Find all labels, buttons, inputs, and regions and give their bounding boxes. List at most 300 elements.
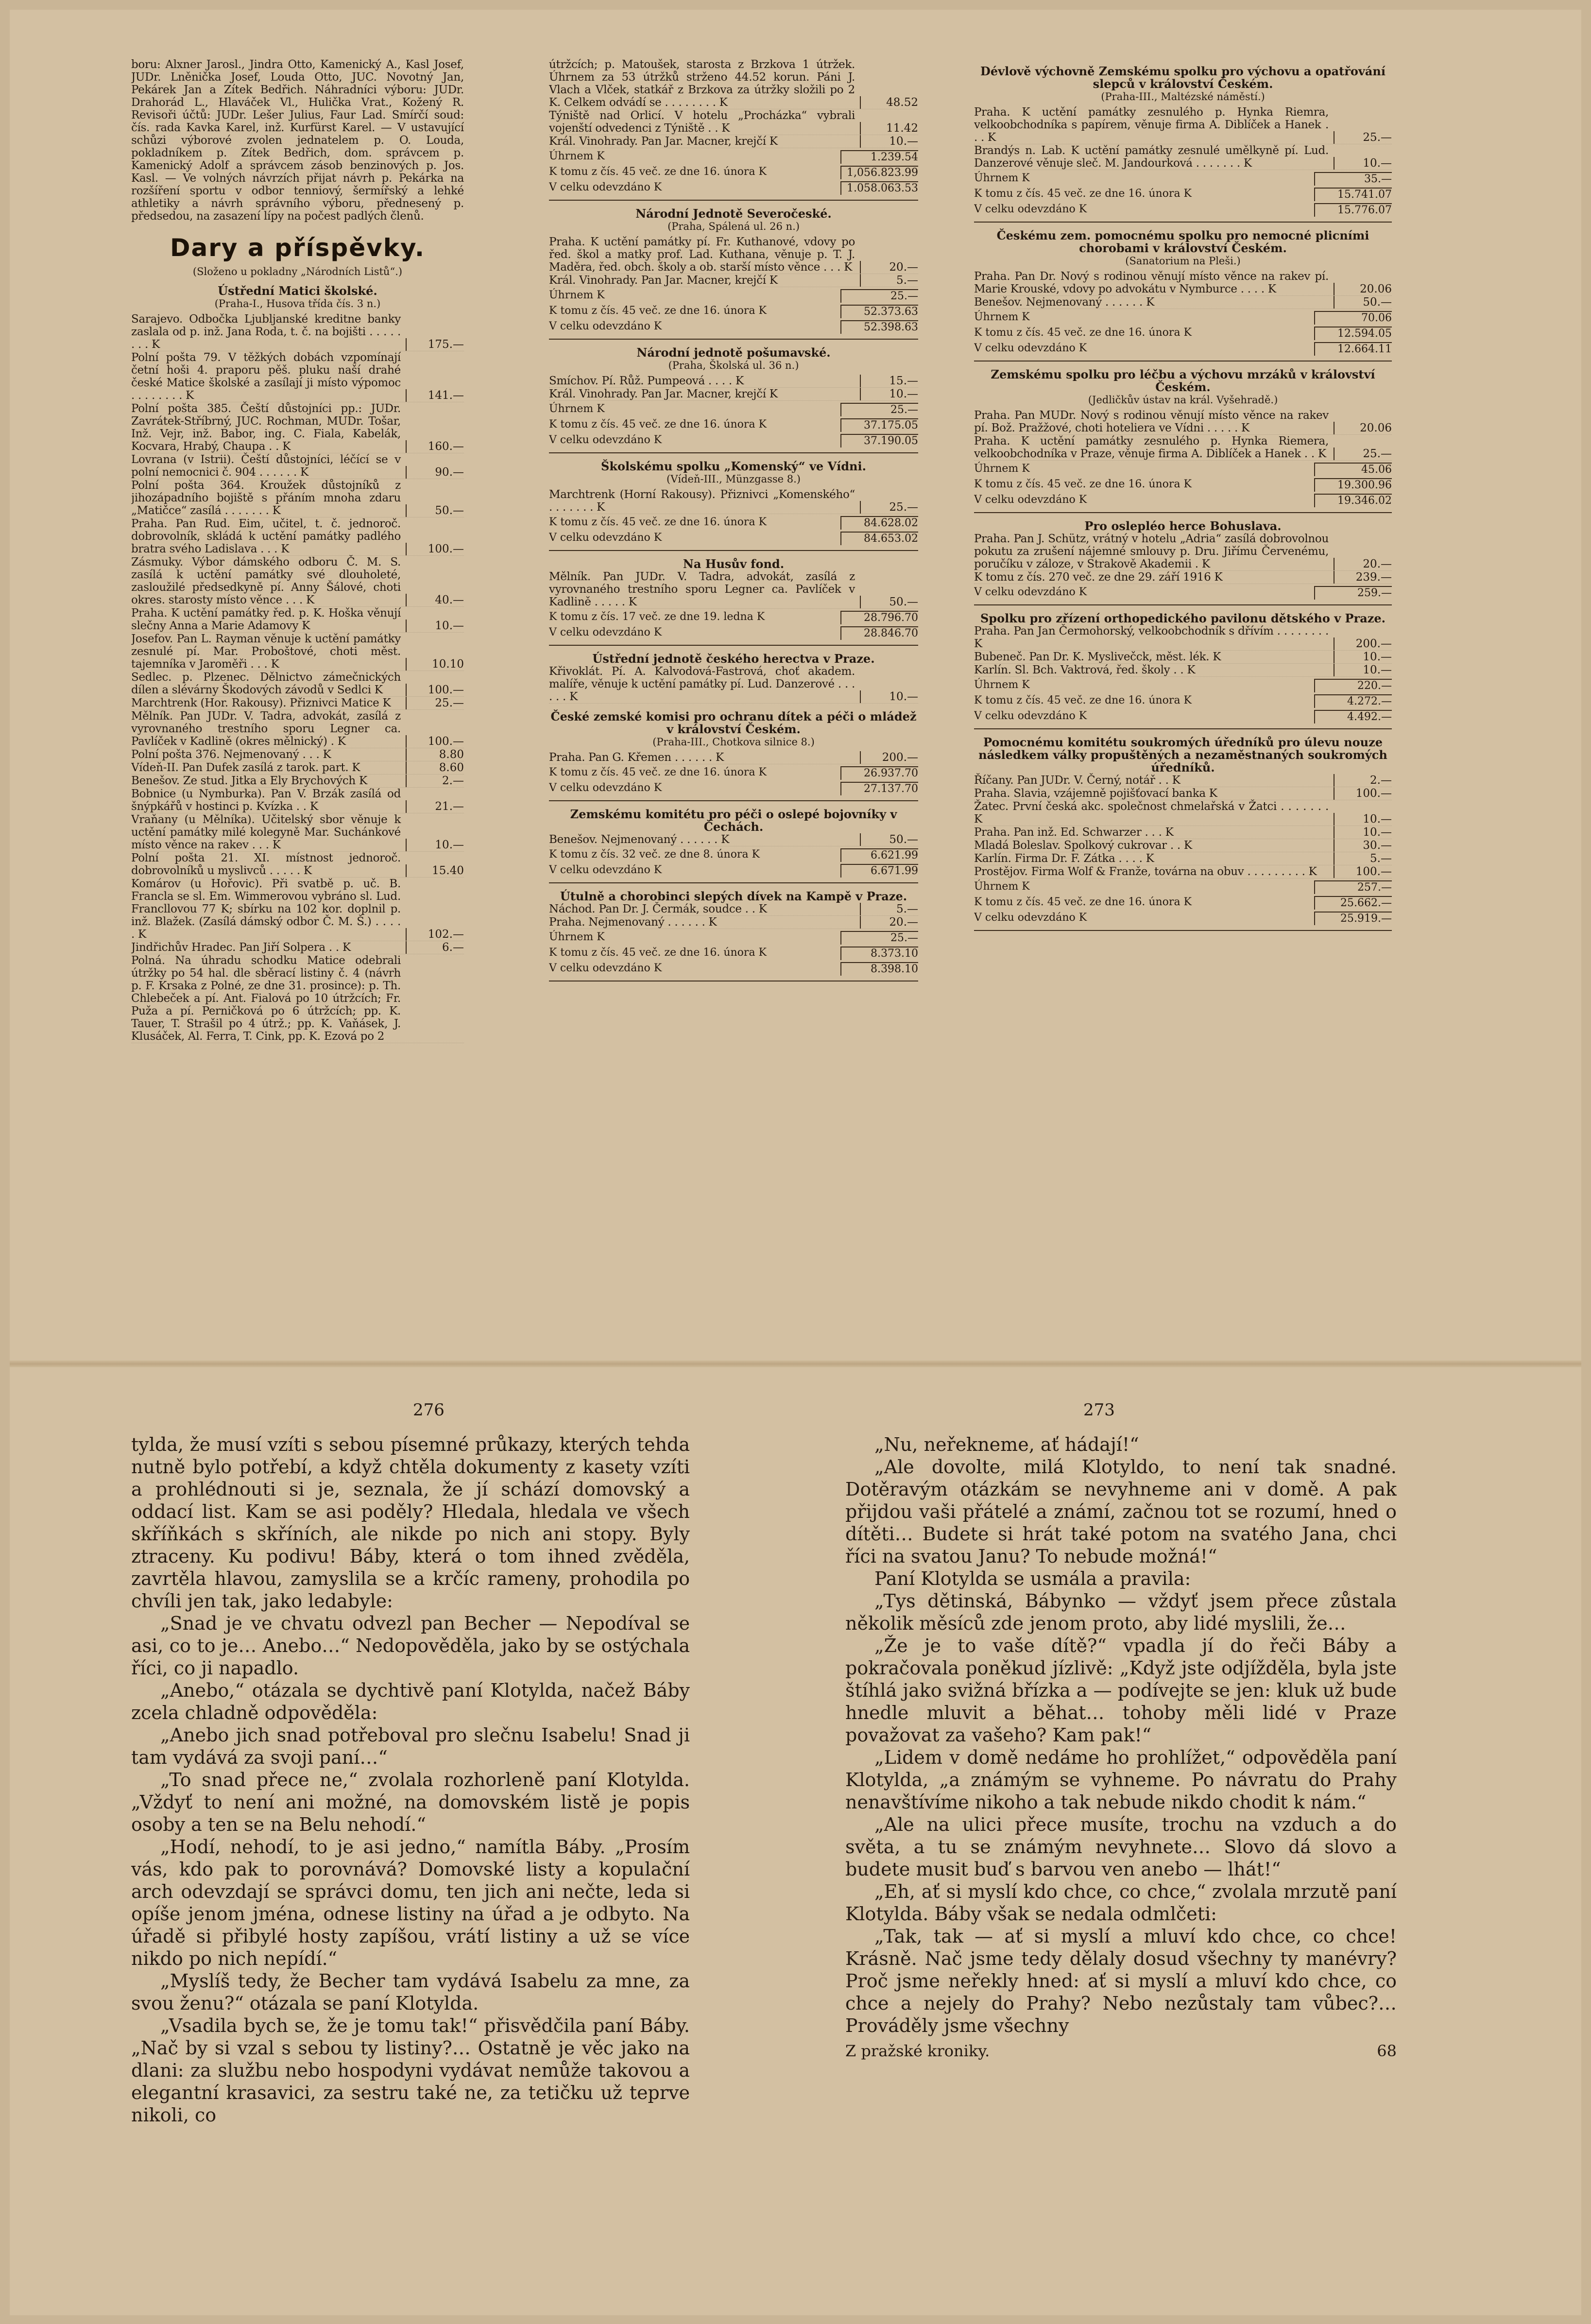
section-rule xyxy=(974,512,1392,513)
total-amount: 1.058.063.53 xyxy=(840,181,918,195)
donation-text: Polní pošta 364. Kroužek důstojníků z jihozápadního bojiště s přáním mnoha zdaru „Matičce“ zasílá . . . . . . . K xyxy=(131,479,401,517)
donation-amount: 200.— xyxy=(860,751,918,764)
total-row xyxy=(549,418,918,432)
donation-list xyxy=(974,65,1392,931)
total-row xyxy=(549,782,918,795)
donation-entry xyxy=(131,748,464,761)
donation-entry xyxy=(549,751,918,764)
donation-text: Mladá Boleslav. Spolkový cukrovar . . K xyxy=(974,839,1192,852)
donation-entry xyxy=(974,571,1392,584)
novel-paragraph: „Tys dětinská, Bábynko — vždyť jsem přece zůstala několik měsíců zde jenom proto, aby lidé myslili, že… xyxy=(845,1590,1397,1634)
donation-text: Týniště nad Orlicí. V hotelu „Procházka“ vybrali vojenští odvedenci z Týniště . . K xyxy=(549,109,855,135)
donation-text: Benešov. Ze stud. Jitka a Ely Brychových K xyxy=(131,775,367,787)
donation-entry xyxy=(131,313,464,351)
donation-amount: 10.— xyxy=(1334,826,1392,839)
section-address: (Praha, Spálená ul. 26 n.) xyxy=(667,221,800,232)
total-label: Úhrnem K xyxy=(974,880,1030,893)
donation-entry xyxy=(131,402,464,453)
total-label: V celku odevzdáno K xyxy=(974,912,1087,924)
donation-text: Bobnice (u Nymburka). Pan V. Brzák zasílá od šnýpkářů v hostinci p. Kvízka . . K xyxy=(131,788,401,813)
total-row xyxy=(549,166,918,179)
section-heading: Ústřední jednotě českého herectva v Praze. xyxy=(592,652,875,666)
donation-amount: 5.— xyxy=(1334,852,1392,865)
total-row xyxy=(974,679,1392,692)
total-amount: 25.— xyxy=(840,403,918,416)
total-amount: 6.671.99 xyxy=(840,864,918,878)
section-heading: Ústřední Matici školské. xyxy=(218,284,377,298)
total-row xyxy=(974,710,1392,723)
total-row xyxy=(974,327,1392,340)
donation-entry xyxy=(131,941,464,954)
total-amount: 12.664.11 xyxy=(1314,342,1392,356)
donation-entry xyxy=(549,570,918,609)
section-address: (Praha-I., Husova třída čís. 3 n.) xyxy=(214,298,381,310)
donation-text: Polní pošta 376. Nejmenovaný . . . K xyxy=(131,748,331,761)
donation-amount: 25.— xyxy=(860,501,918,514)
donations-title: Dary a příspěvky. xyxy=(170,234,425,262)
total-amount: 1.239.54 xyxy=(840,150,918,164)
donation-entry xyxy=(974,787,1392,800)
section-rule xyxy=(549,882,918,883)
total-amount: 70.06 xyxy=(1314,311,1392,325)
donation-text: Praha. K uctění památky pí. Fr. Kuthanové, vdovy po řed. škol a matky prof. Lad. Kuthana, věnuje p. T. J. Maděra, řed. obch. školy a ob. starší místo věnce . . . K xyxy=(549,236,855,274)
total-row xyxy=(974,203,1392,217)
total-label: K tomu z čís. 45 več. ze dne 16. února K xyxy=(974,896,1192,908)
total-amount: 52.373.63 xyxy=(840,305,918,318)
donation-amount: 20.06 xyxy=(1334,422,1392,434)
novel-paragraph: „Myslíš tedy, že Becher tam vydává Isabelu za mne, za svou ženu?“ otázala se paní Klotylda. xyxy=(131,1970,690,2014)
donation-entry xyxy=(549,833,918,846)
donation-text: Karlín. Sl. Bch. Vaktrová, řed. školy . . K xyxy=(974,664,1196,676)
donation-amount: 30.— xyxy=(1334,839,1392,852)
novel-paragraph: „Tak, tak — ať si myslí a mluví kdo chce, co chce! Krásně. Nač jsme tedy dělaly dosud všechny ty manévry? Proč jsme neřekly hned: ať si myslí a mluví kdo chce, co chce a nejely do Prahy? Nebo nezůstaly tam vůbec?… Prováděly jsme všechny xyxy=(845,1926,1397,2036)
donation-text: Křivoklát. Pí. A. Kalvodová-Fastrová, choť akadem. malíře, věnuje k uctění památky pí. Lud. Danzerové . . . . . . K xyxy=(549,665,855,703)
donation-text: Praha. Pan inž. Ed. Schwarzer . . . K xyxy=(974,826,1174,839)
donation-entry xyxy=(974,144,1392,170)
section-rule xyxy=(549,645,918,646)
donation-entry xyxy=(974,826,1392,839)
donation-text: Marchtrenk (Hor. Rakousy). Přiznivci Matice K xyxy=(131,697,391,709)
donation-entry xyxy=(549,903,918,916)
total-label: V celku odevzdáno K xyxy=(549,434,662,446)
donation-text: Marchtrenk (Horní Rakousy). Přiznivci „Komenského“ . . . . . . . K xyxy=(549,488,855,514)
section-rule xyxy=(974,930,1392,931)
section-rule xyxy=(549,800,918,801)
donation-text: K tomu z čís. 270 več. ze dne 29. září 1916 K xyxy=(974,571,1223,584)
total-label: V celku odevzdáno K xyxy=(974,494,1087,506)
donation-text: útržcích; p. Matoušek, starosta z Brzkova 1 útržek. Úhrnem za 53 útržků strženo 44.52 korun. Páni J. Vlach a Vlček, statkář z Brzkova za útržky složili po 2 K. Celkem odvádí se . . . . . . . . K xyxy=(549,58,855,109)
total-amount: 220.— xyxy=(1314,679,1392,692)
total-row xyxy=(549,532,918,545)
donation-entry xyxy=(131,351,464,402)
total-label: Úhrnem K xyxy=(974,463,1030,475)
section-rule xyxy=(974,222,1392,223)
donation-entry xyxy=(974,852,1392,865)
total-label: K tomu z čís. 45 več. ze dne 16. února K xyxy=(974,327,1192,339)
total-amount: 26.937.70 xyxy=(840,766,918,780)
total-amount: 25.662.— xyxy=(1314,896,1392,910)
total-row xyxy=(974,896,1392,910)
total-row xyxy=(549,766,918,780)
donation-amount: 5.— xyxy=(860,274,918,287)
total-label: Úhrnem K xyxy=(549,931,605,943)
total-label: V celku odevzdáno K xyxy=(974,710,1087,722)
total-label: V celku odevzdáno K xyxy=(974,586,1087,598)
total-label: V celku odevzdáno K xyxy=(549,532,662,544)
page-number-left: 276 xyxy=(413,1400,445,1420)
novel-paragraph: „Anebo jich snad potřeboval pro slečnu Isabelu! Snad ji tam vydává za svoji paní…“ xyxy=(131,1724,690,1768)
donation-text: Komárov (u Hořovic). Při svatbě p. uč. B. Francla se sl. Em. Wimmerovou vybráno sl. Lud. Francllovou 77 K; sbírku na 102 kor. doplnil p. inž. Blažek. (Zasílá dámský odbor Č. M. Š.) . . . . . K xyxy=(131,878,401,941)
donations-column-left xyxy=(131,58,464,1283)
donation-amount: 48.52 xyxy=(860,96,918,109)
total-row xyxy=(549,403,918,416)
donation-amount: 200.— xyxy=(1334,637,1392,650)
donation-amount: 141.— xyxy=(406,389,464,402)
total-label: K tomu z čís. 45 več. ze dne 16. února K xyxy=(549,516,767,528)
meeting-report-text: boru: Alxner Jarosl., Jindra Otto, Kamenický A., Kasl Josef, JUDr. Lněnička Josef, Louda Otto, JUC. Novotný Jan, Pekárek Jan a Zítek Bedřich. Náhradníci výboru: JUDr. Drahorád L., Hlaváček Vl., Hulička Vrat., Kožený R. Revisoři účtů: JUDr. Lešer Julius, Faur Lad. Smírčí soud: čís. rada Kavka Karel, inž. Kurfürst Karel. — V ustavující schůzi výborové zvolen jednatelem p. O. Louda, pokladníkem p. Zítek Bedřich, dom. správcem p. Kamenický Adolf a správcem zásob benzinových p. Jos. Kasl. — Ve volných návrzích přijat návrh p. Pekárka na rozšíření sportu v odbor tenniový, šermířský a lehké athletiky a návrh správního výboru, přednesený p. předsedou, na zasazení lípy na počest padlých členů. xyxy=(131,58,464,223)
donation-text: Josefov. Pan L. Rayman věnuje k uctění památky zesnulé pí. Mar. Proboštové, choti měst. tajemníka v Jaroměři . . . K xyxy=(131,633,401,671)
donation-text: Mělník. Pan JUDr. V. Tadra, advokát, zasílá z vyrovnaného trestního sporu Legner ca. Pavlíček v Kadlině (okres mělnický) . K xyxy=(131,710,401,748)
donation-entry xyxy=(974,625,1392,651)
donations-column-right xyxy=(974,58,1392,1273)
novel-page-right xyxy=(845,1433,1397,2298)
donation-amount: 100.— xyxy=(406,543,464,555)
novel-paragraph: „To snad přece ne,“ zvolala rozhorleně paní Klotylda. „Vždyť to není ani možné, na domovském listě je popis osoby a ten se na Belu nehodí.“ xyxy=(131,1769,690,1835)
donation-text: Král. Vinohrady. Pan Jar. Macner, krejčí K xyxy=(549,274,778,287)
total-row xyxy=(974,188,1392,201)
section-address: (Praha-III., Chotkova silnice 8.) xyxy=(652,736,815,748)
section-heading: Národní Jednotě Severočeské. xyxy=(635,207,832,221)
donation-amount: 6.— xyxy=(406,941,464,954)
total-label: Úhrnem K xyxy=(549,150,605,162)
section-heading: Pomocnému komitétu soukromých úředníků pro úlevu nouze následkem války propuštěných a nezaměstnaných soukromých úředníků. xyxy=(978,735,1387,775)
total-row xyxy=(549,320,918,334)
donation-text: Praha. Nejmenovaný . . . . . . K xyxy=(549,916,717,929)
donation-text: Polní pošta 21. XI. místnost jednoroč. dobrovolníků u myslivců . . . . . K xyxy=(131,852,401,877)
donation-text: Říčany. Pan JUDr. V. Černý, notář . . K xyxy=(974,774,1180,787)
donation-amount: 50.— xyxy=(406,504,464,517)
section-heading: Národní jednotě pošumavské. xyxy=(636,345,831,360)
donation-amount: 50.— xyxy=(860,596,918,608)
donation-entry xyxy=(974,839,1392,852)
total-amount: 25.919.— xyxy=(1314,912,1392,925)
donation-text: Benešov. Nejmenovaný . . . . . . K xyxy=(549,833,729,846)
donation-text: Praha. Pan Rud. Eim, učitel, t. č. jednoroč. dobrovolník, skládá k uctění památky padlého bratra svého Ladislava . . . K xyxy=(131,517,401,555)
donation-entry xyxy=(549,58,918,109)
total-label: K tomu z čís. 45 več. ze dne 16. února K xyxy=(549,305,767,317)
donation-text: Praha. Pan Jan Čermohorský, velkoobchodník s dřívím . . . . . . . . K xyxy=(974,625,1329,650)
donation-text: Král. Vinohrady. Pan Jar. Macner, krejčí K xyxy=(549,135,778,148)
section-address: (Jedličkův ústav na král. Vyšehradě.) xyxy=(1088,394,1278,406)
donation-amount: 10.— xyxy=(1334,157,1392,170)
donation-amount: 239.— xyxy=(1334,571,1392,584)
section-heading: Spolku pro zřízení orthopedického pavilonu dětského v Praze. xyxy=(980,611,1386,625)
total-label: V celku odevzdáno K xyxy=(974,203,1087,215)
total-amount: 37.190.05 xyxy=(840,434,918,448)
page-footer xyxy=(845,2040,1397,2062)
donation-amount: 160.— xyxy=(406,440,464,453)
donation-amount: 20.— xyxy=(860,916,918,929)
donation-list xyxy=(131,313,464,1043)
donation-text: Vídeň-II. Pan Dufek zasílá z tarok. part. K xyxy=(131,761,360,774)
total-label: V celku odevzdáno K xyxy=(549,962,662,974)
donation-text: Brandýs n. Lab. K uctění památky zesnulé umělkyně pí. Lud. Danzerové věnuje sleč. M. Jandourková . . . . . . . K xyxy=(974,144,1329,170)
donation-entry xyxy=(549,236,918,274)
total-row xyxy=(974,912,1392,925)
total-amount: 1,056.823.99 xyxy=(840,166,918,179)
donation-entry xyxy=(974,435,1392,461)
donation-text: Praha. Slavia, vzájemně pojišťovací banka K xyxy=(974,787,1217,800)
donation-list xyxy=(549,58,918,981)
donation-amount: 10.— xyxy=(1334,813,1392,826)
donation-amount: 2.— xyxy=(406,775,464,787)
section-rule xyxy=(549,550,918,551)
footer-title: Z pražské kroniky. xyxy=(845,2042,990,2060)
total-amount: 4.272.— xyxy=(1314,694,1392,708)
donation-entry xyxy=(974,270,1392,296)
total-row xyxy=(549,434,918,448)
total-row xyxy=(974,172,1392,186)
donation-entry xyxy=(974,774,1392,787)
section-heading: Zemskému komitétu pro péči o oslepé bojovníky v Čechách. xyxy=(570,807,897,834)
donation-entry xyxy=(549,375,918,388)
donation-entry xyxy=(974,664,1392,677)
novel-paragraph: „Ale na ulici přece musíte, trochu na vzduch a do světa, a tu se známým nevyhnete… Slovo dá slovo a budete musit buď s barvou ven anebo — lhát!“ xyxy=(845,1814,1397,1880)
total-row xyxy=(549,611,918,624)
total-label: V celku odevzdáno K xyxy=(549,320,662,332)
donation-entry xyxy=(131,479,464,517)
total-label: K tomu z čís. 32 več. ze dne 8. února K xyxy=(549,848,760,861)
donation-text: Zásmuky. Výbor dámského odboru Č. M. S. zasílá k uctění památky své dlouholeté, zasloužilé předsedkyně pí. Anny Šálové, choti okres. starosty místo věnce . . . K xyxy=(131,556,401,606)
total-label: K tomu z čís. 45 več. ze dne 16. února K xyxy=(549,418,767,430)
donation-amount: 50.— xyxy=(1334,296,1392,309)
total-row xyxy=(549,516,918,530)
donation-amount: 102.— xyxy=(406,928,464,941)
section-heading: Zemskému spolku pro léčbu a výchovu mrzáků v království Českém. xyxy=(991,367,1375,394)
section-rule xyxy=(974,728,1392,729)
novel-paragraph: „Snad je ve chvatu odvezl pan Becher — Nepodíval se asi, co to je… Anebo…“ Nedopověděla, jako by se ostýchala říci, co ji napadlo. xyxy=(131,1613,690,1679)
donation-entry xyxy=(131,761,464,775)
donation-amount: 10.10 xyxy=(406,658,464,671)
total-row xyxy=(549,626,918,640)
donation-entry xyxy=(549,916,918,929)
section-heading: Českému zem. pomocnému spolku pro nemocné plicními chorobami v království Českém. xyxy=(996,228,1369,255)
total-amount: 19.300.96 xyxy=(1314,478,1392,492)
section-address: (Sanatorium na Pleši.) xyxy=(1125,255,1241,267)
donation-amount: 25.— xyxy=(1334,131,1392,144)
total-row xyxy=(549,947,918,960)
donation-amount: 21.— xyxy=(406,800,464,813)
section-address: (Praha, Školská ul. 36 n.) xyxy=(668,360,799,371)
total-row xyxy=(549,848,918,862)
novel-text xyxy=(845,1433,1397,2037)
total-amount: 8.373.10 xyxy=(840,947,918,960)
section-rule xyxy=(549,452,918,453)
novel-paragraph: „Lidem v domě nedáme ho prohlížet,“ odpověděla paní Klotylda, „a známým se vyhneme. Po návratu do Prahy nenavštívíme nikoho a tak nebude nikdo chodit k nám.“ xyxy=(845,1747,1397,1813)
total-amount: 259.— xyxy=(1314,586,1392,600)
donations-subtitle: (Složeno u pokladny „Národních Listů“.) xyxy=(192,266,403,277)
donation-amount: 25.— xyxy=(1334,448,1392,460)
novel-text xyxy=(131,1433,690,2126)
section-address: (Praha-III., Maltézské náměstí.) xyxy=(1101,91,1265,103)
section-heading: Útulně a chorobinci slepých dívek na Kampě v Praze. xyxy=(560,889,907,903)
total-row xyxy=(549,305,918,318)
total-row xyxy=(549,864,918,878)
donation-amount: 8.80 xyxy=(406,748,464,761)
total-label: Úhrnem K xyxy=(974,679,1030,691)
donation-text: Praha. Pan G. Křemen . . . . . . K xyxy=(549,751,724,764)
donation-entry xyxy=(974,800,1392,826)
donation-amount: 20.— xyxy=(1334,558,1392,570)
total-amount: 4.492.— xyxy=(1314,710,1392,723)
total-amount: 45.06 xyxy=(1314,463,1392,476)
novel-page-left xyxy=(131,1433,690,2298)
novel-paragraph: tylda, že musí vzíti s sebou písemné průkazy, kterých tehda nutně bylo potřebí, a když chtěla dokumenty z kasety vzíti a prohlédnouti si je, seznala, že jí schází domovský a oddací list. Kam se asi poděly? Hledala, hledala ve všech skříňkách s skříních, ale nikde po nich ani stopy. Byly ztraceny. Ku podivu! Báby, která o tom ihned zvěděla, zavrtěla hlavou, zamyslila se a krčíc rameny, prohodila po chvíli jen tak, jako ledabyle: xyxy=(131,1434,690,1612)
donation-entry xyxy=(131,878,464,941)
total-amount: 35.— xyxy=(1314,172,1392,186)
total-amount: 257.— xyxy=(1314,880,1392,894)
donation-entry xyxy=(131,710,464,748)
donation-amount: 175.— xyxy=(406,338,464,351)
total-amount: 6.621.99 xyxy=(840,848,918,862)
donation-text: Lovrana (v Istrii). Čeští důstojníci, léčící se v polní nemocnici č. 904 . . . . . . K xyxy=(131,453,401,479)
donation-text: Karlín. Firma Dr. F. Zátka . . . . K xyxy=(974,852,1154,865)
donation-amount: 10.— xyxy=(406,620,464,632)
total-label: V celku odevzdáno K xyxy=(974,342,1087,354)
total-row xyxy=(549,289,918,303)
footer-page-number: 68 xyxy=(1377,2042,1397,2060)
section-heading: Pro oslepléo herce Bohuslava. xyxy=(1084,519,1282,533)
donation-amount: 20.— xyxy=(860,261,918,274)
total-row xyxy=(549,962,918,976)
donation-amount: 40.— xyxy=(406,594,464,606)
donation-text: Sedlec. p. Plzenec. Dělnictvo zámečnických dílen a slévárny Škodových závodů v Sedlci K xyxy=(131,671,401,696)
total-row xyxy=(974,694,1392,708)
donation-entry xyxy=(974,296,1392,309)
total-amount: 28.846.70 xyxy=(840,626,918,640)
donation-text: Polná. Na úhradu schodku Matice odebrali útržky po 54 hal. dle sběrací listiny č. 4 (návrh p. F. Krsaka z Polné, ze dne 31. prosince): p. Th. Chlebeček a pí. Ant. Fialová po 10 útržcích; Fr. Puža a pí. Perničková po 6 útržcích; pp. K. Tauer, T. Strašil po 4 útrž.; pp. K. Vaňásek, J. Klusáček, Al. Ferra, T. Cink, pp. K. Ezová po 2 xyxy=(131,954,401,1043)
total-amount: 19.346.02 xyxy=(1314,494,1392,507)
donation-entry xyxy=(974,106,1392,144)
total-label: K tomu z čís. 45 več. ze dne 16. února K xyxy=(974,694,1192,706)
novel-paragraph: „Ale dovolte, milá Klotyldo, to není tak snadné. Dotěravým otázkám se nevyhneme ani v domě. A pak přijdou vaši přátelé a známí, začnou tot se rozumí, hned o dítěti… Budete si hrát také potom na svatého Jana, chci říci na svatou Janu? To nebude možná!“ xyxy=(845,1456,1397,1567)
novel-paragraph: „Vsadila bych se, že je tomu tak!“ přisvědčila paní Báby. „Nač by si vzal s sebou ty listiny?… Ostatně je věc jako na dlani: za službu nebo hospodyni vydávat nemůže takovou a elegantní krasavici, za sestru také ne, za tetičku už teprve nikoli, co xyxy=(131,2015,690,2126)
donation-amount: 5.— xyxy=(860,903,918,915)
section-heading: Na Husův fond. xyxy=(683,557,785,571)
donation-entry xyxy=(974,533,1392,571)
donation-entry xyxy=(131,775,464,788)
donation-amount: 100.— xyxy=(1334,865,1392,878)
novel-paragraph: Paní Klotylda se usmála a pravila: xyxy=(874,1568,1191,1589)
total-label: K tomu z čís. 45 več. ze dne 16. února K xyxy=(549,766,767,778)
total-row xyxy=(974,478,1392,492)
donation-amount: 90.— xyxy=(406,466,464,479)
donation-amount: 8.60 xyxy=(406,761,464,774)
total-row xyxy=(549,931,918,945)
section-heading: České zemské komisi pro ochranu dítek a péči o mládež v království Českém. xyxy=(550,709,917,736)
donation-amount: 20.06 xyxy=(1334,283,1392,295)
donation-amount: 2.— xyxy=(1334,774,1392,787)
section-rule xyxy=(974,361,1392,362)
donation-text: Polní pošta 385. Čeští důstojníci pp.: JUDr. Zavrátek-Stříbrný, JUC. Rochman, MUDr. Tošar, Inž. Vejr, inž. Babor, ing. C. Fiala, Kabelák, Kocvara, Hrabý, Chaupa . . K xyxy=(131,402,401,453)
total-row xyxy=(974,311,1392,325)
total-label: Úhrnem K xyxy=(974,172,1030,184)
total-label: K tomu z čís. 45 več. ze dne 16. února K xyxy=(974,188,1192,200)
donation-amount: 10.— xyxy=(860,388,918,400)
donation-amount: 10.— xyxy=(1334,664,1392,676)
total-label: V celku odevzdáno K xyxy=(549,181,662,193)
total-label: V celku odevzdáno K xyxy=(549,782,662,794)
donation-text: Praha. K uctění památky zesnulého p. Hynka Riemra, velkoobchodníka s papírem, věnuje firma A. Diblíček a Hanek . . . K xyxy=(974,106,1329,144)
newspaper-page xyxy=(10,10,1581,2315)
total-row xyxy=(549,181,918,195)
total-amount: 37.175.05 xyxy=(840,418,918,432)
donation-amount: 10.— xyxy=(1334,651,1392,663)
donation-text: Praha. Pan MUDr. Nový s rodinou věnují místo věnce na rakev pí. Bož. Pražžové, choti hoteliera ve Vídni . . . . . K xyxy=(974,409,1329,434)
donation-entry xyxy=(549,135,918,148)
donation-entry xyxy=(131,813,464,852)
total-amount: 15.741.07 xyxy=(1314,188,1392,201)
total-amount: 15.776.07 xyxy=(1314,203,1392,217)
section-rule xyxy=(974,604,1392,605)
total-row xyxy=(974,463,1392,476)
page-fold xyxy=(10,1360,1581,1367)
total-amount: 8.398.10 xyxy=(840,962,918,976)
donation-text: Praha. K uctění památky řed. p. K. Hoška věnují slečny Anna a Marie Adamovy K xyxy=(131,607,401,632)
total-amount: 12.594.05 xyxy=(1314,327,1392,340)
total-label: Úhrnem K xyxy=(549,403,605,415)
section-heading: Školskému spolku „Komenský“ ve Vídni. xyxy=(601,459,866,473)
donation-text: Náchod. Pan Dr. J. Čermák, soudce . . K xyxy=(549,903,767,915)
donation-entry xyxy=(131,556,464,607)
donation-text: Sarajevo. Odbočka Ljubljanské kreditne banky zaslala od p. inž. Jana Roda, t. č. na bojišti . . . . . . . . K xyxy=(131,313,401,351)
donation-amount: 100.— xyxy=(1334,787,1392,800)
total-row xyxy=(974,342,1392,356)
donation-entry xyxy=(549,109,918,135)
donation-entry xyxy=(131,954,464,1043)
section-heading: Dévlově výchovně Zemskému spolku pro výchovu a opatřování slepců v království Českém. xyxy=(980,64,1386,91)
donation-entry xyxy=(131,633,464,671)
donation-entry xyxy=(131,453,464,479)
section-address: (Vídeň-III., Münzgasse 8.) xyxy=(667,473,801,485)
donation-entry xyxy=(131,788,464,813)
total-label: Úhrnem K xyxy=(549,289,605,301)
total-label: V celku odevzdáno K xyxy=(549,864,662,876)
donation-amount: 10.— xyxy=(860,690,918,703)
total-label: Úhrnem K xyxy=(974,311,1030,323)
donation-amount: 15.— xyxy=(860,375,918,387)
donation-entry xyxy=(549,665,918,704)
donation-text: Mělník. Pan JUDr. V. Tadra, advokát, zasílá z vyrovnaného trestního sporu Legner ca. Pavlíček v Kadlině . . . . . K xyxy=(549,570,855,608)
total-row xyxy=(974,494,1392,507)
donation-entry xyxy=(549,274,918,287)
donation-amount: 10.— xyxy=(406,839,464,851)
section-rule xyxy=(549,200,918,201)
total-label: V celku odevzdáno K xyxy=(549,626,662,638)
donation-amount: 25.— xyxy=(406,697,464,709)
donation-text: Král. Vinohrady. Pan Jar. Macner, krejčí K xyxy=(549,388,778,400)
donation-text: Jindřichův Hradec. Pan Jiří Solpera . . K xyxy=(131,941,351,954)
donation-text: Prostějov. Firma Wolf & Franže, továrna na obuv . . . . . . . . . K xyxy=(974,865,1317,878)
donation-text: Benešov. Nejmenovaný . . . . . . K xyxy=(974,296,1154,309)
donation-text: Žatec. První česká akc. společnost chmelařská v Žatci . . . . . . . K xyxy=(974,800,1329,826)
page-number-right: 273 xyxy=(1083,1400,1115,1420)
total-amount: 84.628.02 xyxy=(840,516,918,530)
donation-amount: 50.— xyxy=(860,833,918,846)
total-row xyxy=(974,586,1392,600)
total-row xyxy=(974,880,1392,894)
donation-text: Vraňany (u Mělníka). Učitelský sbor věnuje k uctění památky milé kolegyně Mar. Suchánkové místo věnce na rakev . . . K xyxy=(131,813,401,851)
